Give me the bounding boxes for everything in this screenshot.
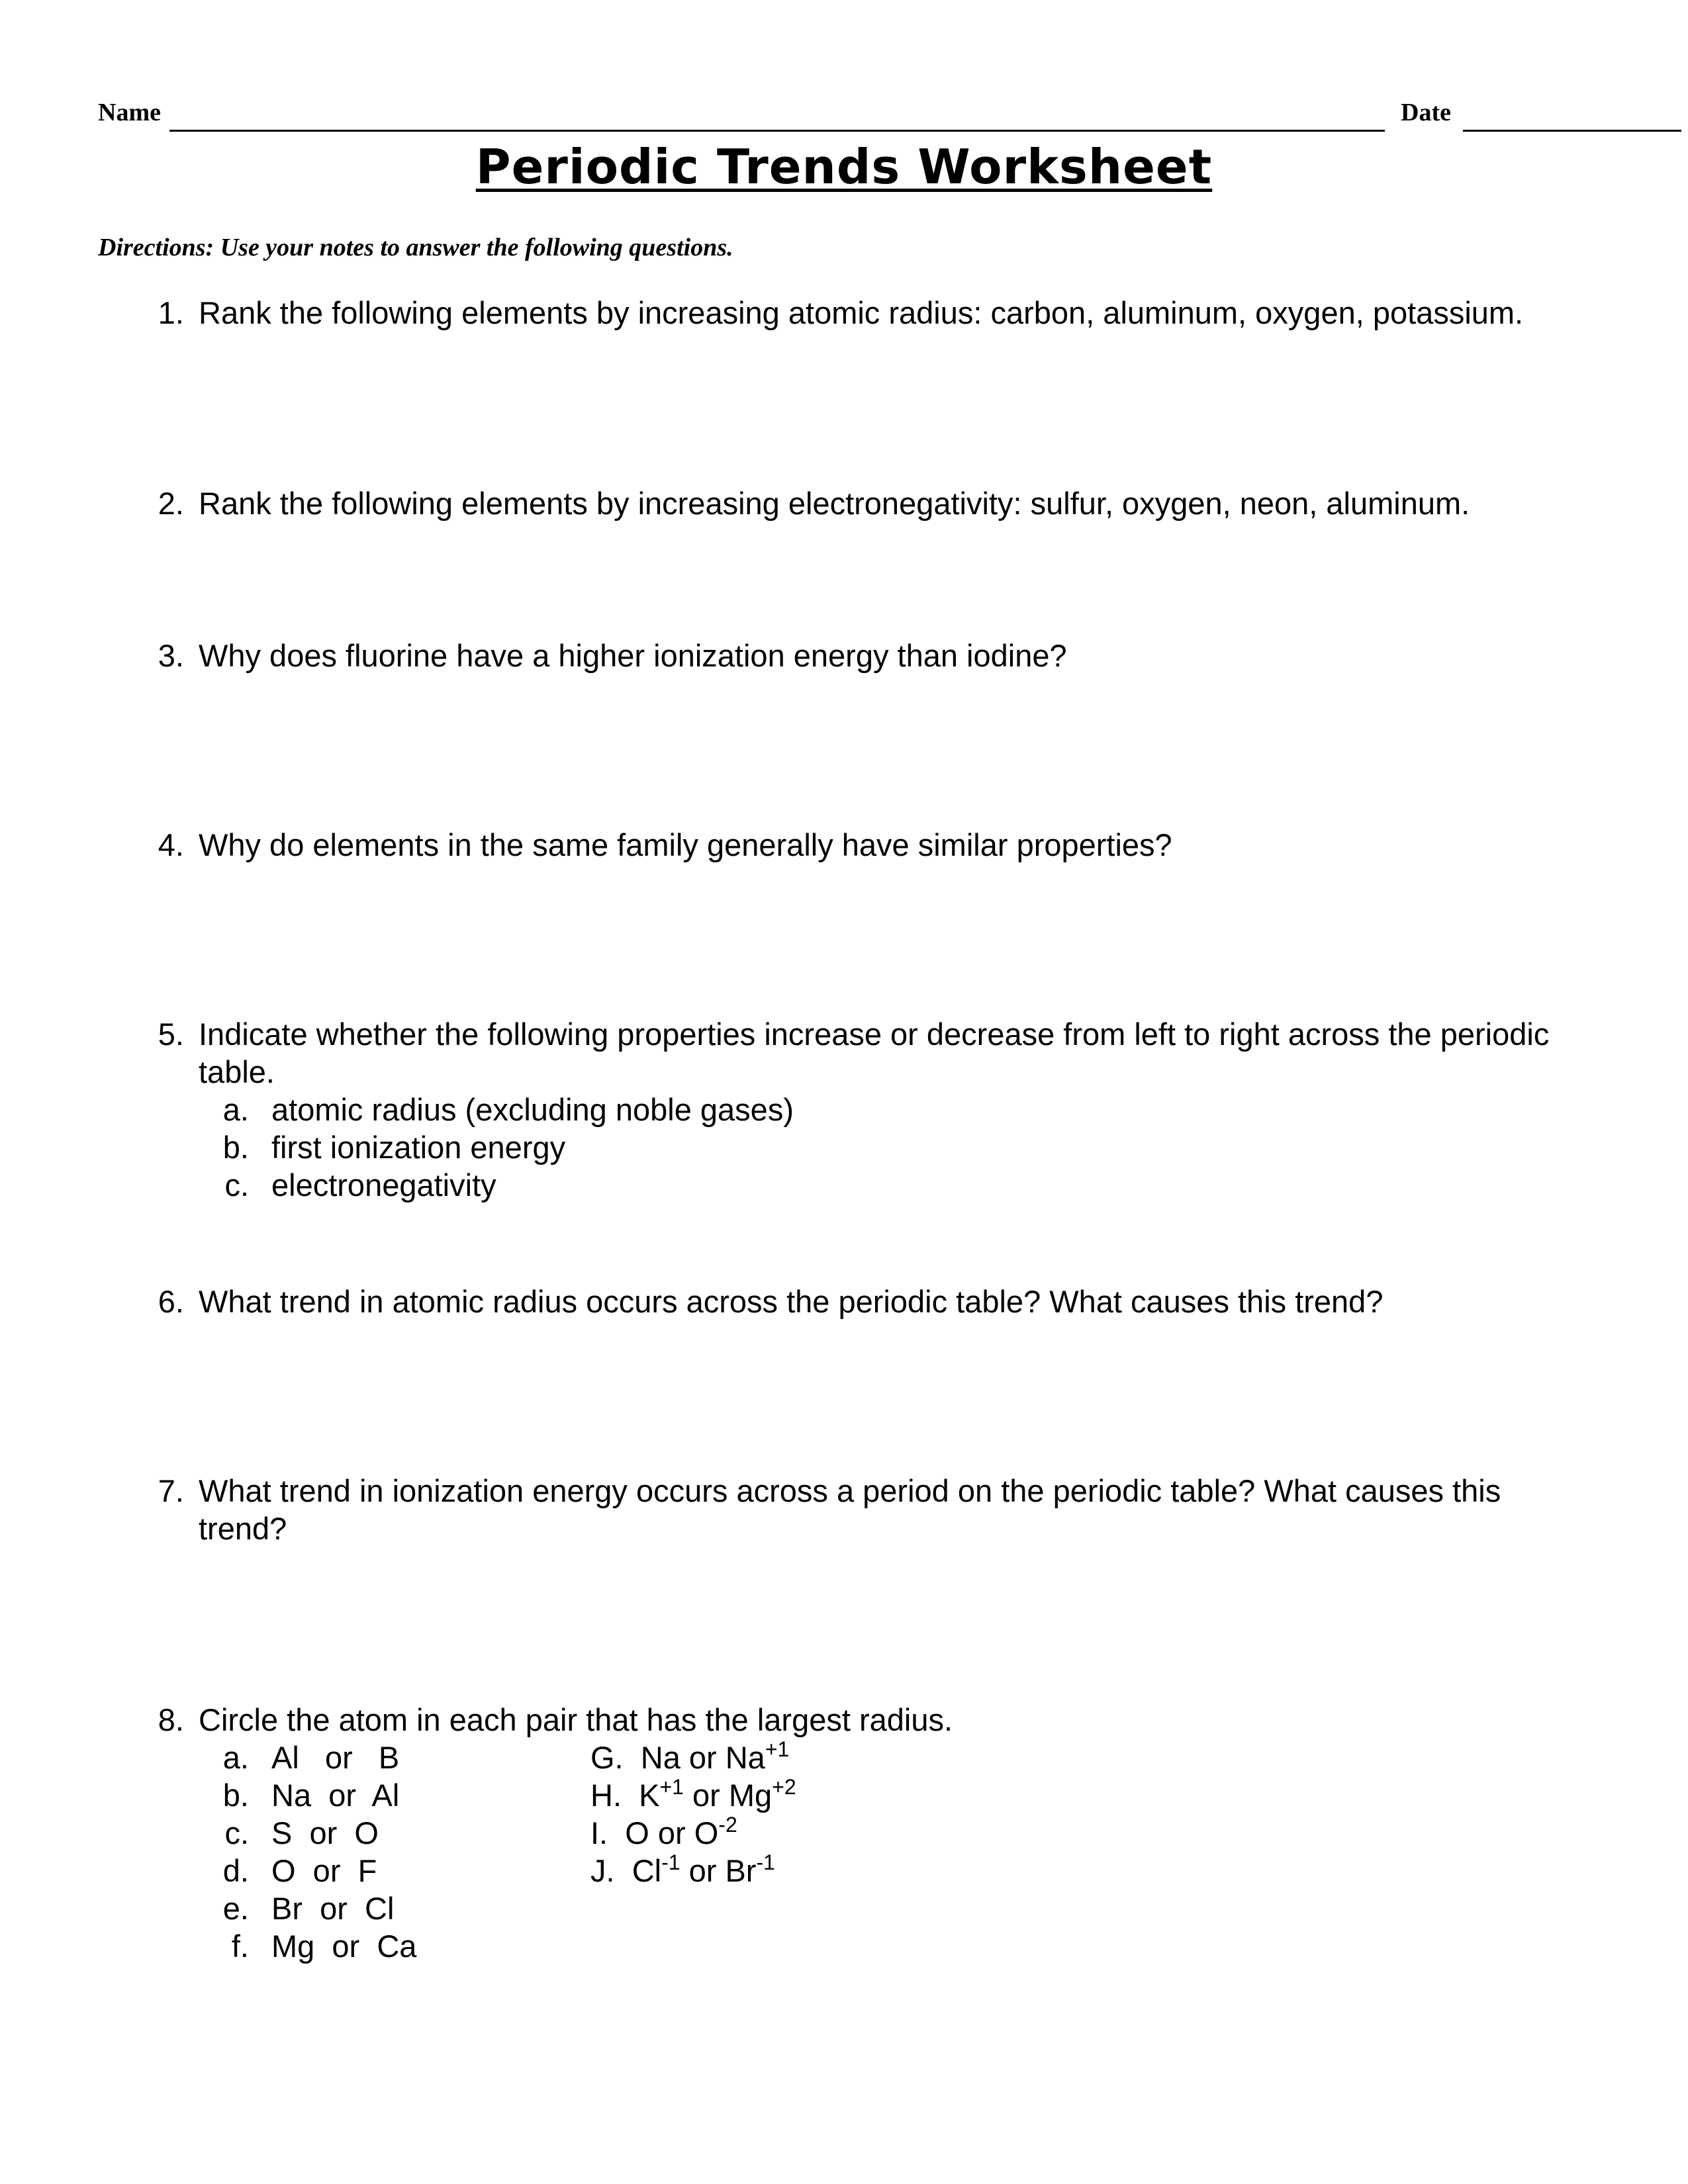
- q5-item-a: a. atomic radius (excluding noble gases): [222, 1092, 794, 1127]
- directions: Directions: Use your notes to answer the following questions.: [98, 234, 733, 261]
- q8-pair-c: c. S or O: [224, 1815, 379, 1850]
- q8-pair-j: J. $Cl^{-1}$ or $Br^{-1}$: [590, 1850, 775, 1888]
- q8-pair-d: d. O or F: [222, 1853, 377, 1888]
- question-number: 5.: [158, 1017, 184, 1052]
- question-text: What trend in atomic radius occurs across the periodic table? What causes this trend?: [199, 1284, 1383, 1319]
- question-number: 7.: [158, 1473, 184, 1508]
- q8-pair-i: I. O or $O^{-2}$: [590, 1813, 737, 1850]
- q8-pair-f: f. Mg or Ca: [231, 1929, 417, 1964]
- header: [98, 98, 1581, 138]
- question-number: 8.: [158, 1702, 184, 1737]
- question-text: What trend in ionization energy occurs across a period on the periodic table? What causes this trend?: [199, 1473, 1501, 1546]
- question-text: Circle the atom in each pair that has the largest radius.: [199, 1702, 953, 1737]
- question-text: Rank the following elements by increasing electronegativity: sulfur, oxygen, neon, aluminum.: [199, 486, 1470, 521]
- page-title: Periodic Trends Worksheet: [475, 139, 1213, 195]
- question-number: 6.: [158, 1284, 184, 1319]
- q5-item-b: b. first ionization energy: [222, 1130, 566, 1165]
- question-number: 4.: [158, 827, 184, 862]
- question-text: Indicate whether the following properties increase or decrease from left to right across the periodic table.: [199, 1017, 1550, 1089]
- q8-pair-a: a. Al or B: [222, 1740, 400, 1775]
- q5-item-c: c. electronegativity: [224, 1167, 496, 1203]
- q8-pair-g: G. Na or $Na^{+1}$: [590, 1737, 790, 1775]
- question-number: 1.: [158, 295, 184, 330]
- question-text: Rank the following elements by increasing atomic radius: carbon, aluminum, oxygen, potassium.: [199, 295, 1524, 330]
- q8-pair-b: b. Na or Al: [222, 1778, 400, 1813]
- q8-pair-e: e. Br or Cl: [222, 1891, 395, 1926]
- question-number: 2.: [158, 486, 184, 521]
- name-field-line: [169, 130, 1385, 132]
- question-number: 3.: [158, 638, 184, 673]
- date-field-line: [1463, 130, 1681, 132]
- date-label: Date: [1401, 99, 1451, 126]
- question-text: Why do elements in the same family generally have similar properties?: [199, 827, 1172, 862]
- question-text: Why does fluorine have a higher ionization energy than iodine?: [199, 638, 1067, 673]
- name-label: Name: [98, 99, 161, 126]
- q8-pair-h: H. $K^{+1}$ or $Mg^{+2}$: [590, 1775, 796, 1813]
